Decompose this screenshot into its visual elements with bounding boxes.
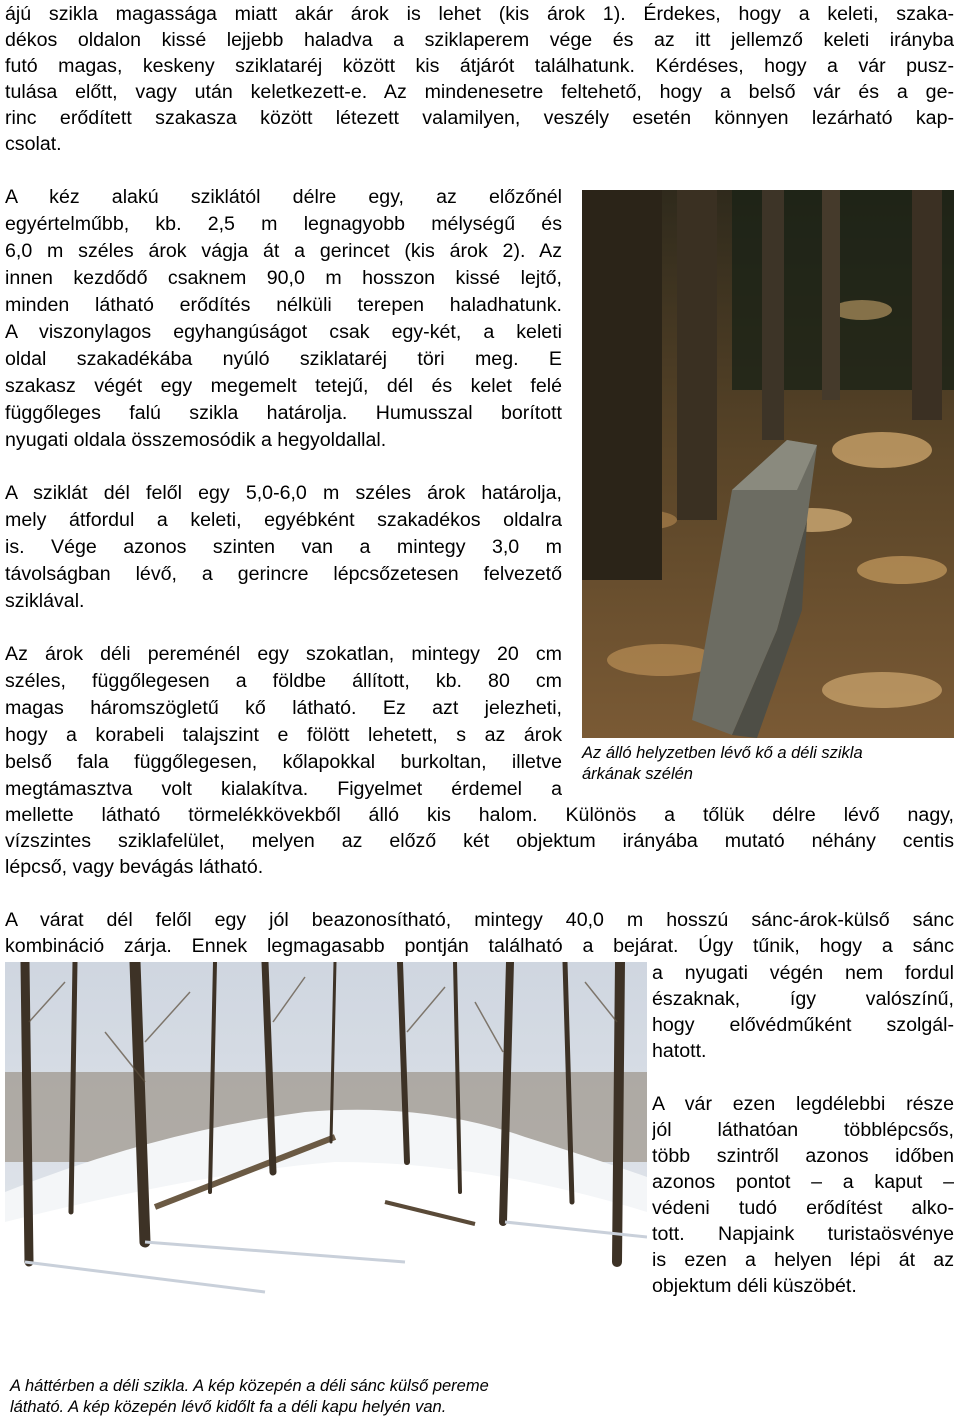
text-line: sziklával. — [5, 590, 85, 612]
text-line: nyugati oldala összemosódik a hegyoldallal. — [5, 429, 387, 451]
text-line: oldal szakadékába nyúló sziklataréj töri meg. E — [5, 348, 562, 370]
snow-caption-line-1: A háttérben a déli szikla. A kép közepén a déli sánc külső pereme — [10, 1377, 489, 1395]
stone-caption-line-1: Az álló helyzetben lévő kő a déli szikla — [582, 744, 863, 762]
text-line: futó magas, keskeny sziklataréj között kis átjárót találhatunk. Kérdéses, hogy a vár pusz- — [5, 55, 954, 77]
text-line: mely átfordul a keleti, egyébként szakadékos oldalra — [5, 509, 562, 531]
text-line: 6,0 m széles árok vágja át a gerincet (kis árok 2). Az — [5, 240, 562, 262]
standing-stone-photo — [582, 190, 954, 738]
text-line: északnak, így valószínű, — [652, 988, 954, 1010]
text-line: lépcső, vagy bevágás látható. — [5, 856, 264, 878]
text-line: Az árok déli pereménél egy szokatlan, mintegy 20 cm — [5, 643, 562, 665]
text-line: függőleges falú szikla határolja. Humusszal borított — [5, 402, 562, 424]
text-line: szakasz végét egy megemelt tetejű, dél és kelet felé — [5, 375, 562, 397]
text-line: csolat. — [5, 133, 62, 155]
text-line: ájú szikla magassága miatt akár árok is lehet (kis árok 1). Érdekes, hogy a keleti, szaka- — [5, 3, 954, 25]
text-line: a nyugati végén nem fordul — [652, 962, 954, 984]
text-line: rinc erődített szakasza között létezett valamilyen, veszély esetén könnyen lezárható kap- — [5, 107, 954, 129]
text-line: jól láthatóan többlépcsős, — [652, 1119, 954, 1141]
text-line: dékos oldalon kissé lejjebb haladva a sziklaperem vége és az itt jellemző keleti irányba — [5, 29, 954, 51]
text-line: hogy elővédműként szolgál- — [652, 1014, 954, 1036]
snowy-forest-photo — [5, 962, 647, 1374]
text-line: több szintről azonos időben — [652, 1145, 954, 1167]
text-line: A várat dél felől egy jól beazonosítható, mintegy 40,0 m hosszú sánc-árok-külső sánc — [5, 909, 954, 931]
text-line: magas háromszögletű kő látható. Ez azt jelezheti, — [5, 697, 562, 719]
text-line: tulása előtt, vagy után keletkezett-e. Az mindenesetre feltehető, hogy a belső vár és a ge- — [5, 81, 954, 103]
snow-caption-line-2: látható. A kép közepén lévő kidőlt fa a déli kapu helyén van. — [10, 1398, 447, 1416]
text-line: vízszintes sziklafelület, melyen az előző két objektum irányába mutató néhány centis — [5, 830, 954, 852]
text-line: kombináció zárja. Ennek legmagasabb pontján található a bejárat. Úgy tűnik, hogy a sánc — [5, 935, 954, 957]
text-line: tott. Napjaink turistaösvénye — [652, 1223, 954, 1245]
text-line: A viszonylagos egyhangúságot csak egy-két, a keleti — [5, 321, 562, 343]
text-line: A vár ezen legdélebbi része — [652, 1093, 954, 1115]
text-line: A kéz alakú sziklától délre egy, az előzőnél — [5, 186, 562, 208]
text-line: távolságban lévő, a gerincre lépcsőzetesen felvezető — [5, 563, 562, 585]
text-line: széles, függőlegesen a földbe állított, kb. 80 cm — [5, 670, 562, 692]
text-line: A sziklát dél felől egy 5,0-6,0 m széles árok határolja, — [5, 482, 562, 504]
text-line: hogy a korabeli talajszint e fölött lehetett, s az árok — [5, 724, 562, 746]
text-line: minden látható erődítés nélküli terepen haladhatunk. — [5, 294, 562, 316]
text-line: mellette látható törmelékkövekből álló kis halom. Különös a tőlük délre lévő nagy, — [5, 804, 954, 826]
text-line: objektum déli küszöbét. — [652, 1275, 857, 1297]
text-line: megtámasztva volt kialakítva. Figyelmet érdemel a — [5, 778, 562, 800]
text-line: egyértelműbb, kb. 2,5 m legnagyobb mélységű és — [5, 213, 562, 235]
text-line: azonos pontot – a kaput – — [652, 1171, 954, 1193]
stone-caption-line-2: árkának szélén — [582, 765, 693, 783]
text-line: innen kezdődő csaknem 90,0 m hosszon kissé lejtő, — [5, 267, 562, 289]
text-line: is ezen a helyen lépi át az — [652, 1249, 954, 1271]
text-line: védeni tudó erődítést alko- — [652, 1197, 954, 1219]
text-line: hatott. — [652, 1040, 707, 1062]
text-line: is. Vége azonos szinten van a mintegy 3,0 m — [5, 536, 562, 558]
text-line: belső fala függőlegesen, kőlapokkal burkoltan, illetve — [5, 751, 562, 773]
